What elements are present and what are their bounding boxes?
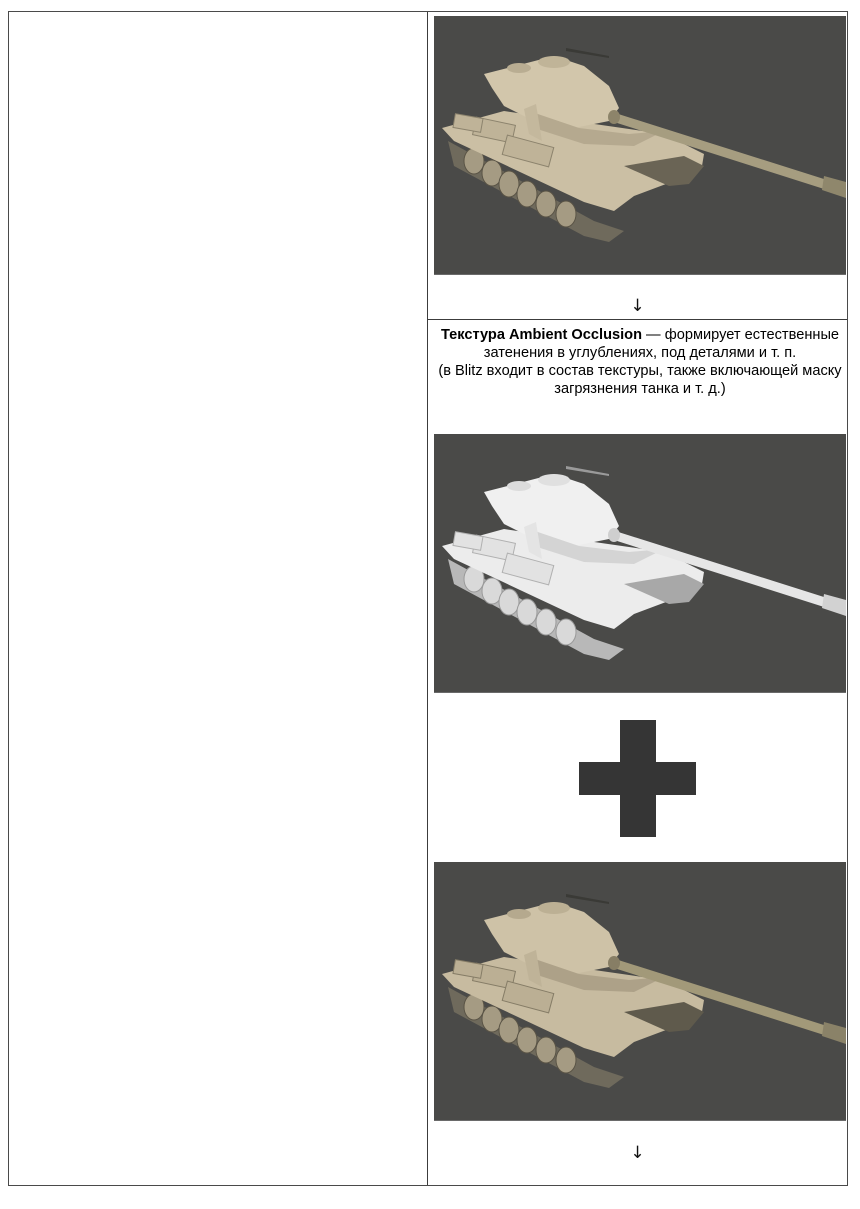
plus-horizontal-bar: [579, 762, 696, 795]
tank-illustration: [434, 16, 846, 274]
left-column-empty: [9, 12, 428, 1185]
down-arrow-icon: ↓: [630, 1143, 645, 1163]
tank-image-textured: [434, 16, 846, 275]
layout-table: [8, 11, 848, 1186]
ao-caption: [434, 326, 846, 398]
row-divider: [428, 319, 847, 320]
tank-image-ambient-occlusion: [434, 434, 846, 693]
tank-illustration-result: [434, 862, 846, 1120]
tank-illustration-ao: [434, 434, 846, 692]
caption-note: (в Blitz входит в состав текстуры, также включающей маску загрязнения танка и т. д.): [438, 363, 842, 397]
tank-image-result: [434, 862, 846, 1121]
down-arrow-icon: ↓: [630, 296, 645, 316]
caption-title: Текстура Ambient Occlusion: [440, 327, 642, 343]
caption-description: — формирует естественные затенения в углублениях, под деталями и т. п.: [483, 327, 840, 361]
